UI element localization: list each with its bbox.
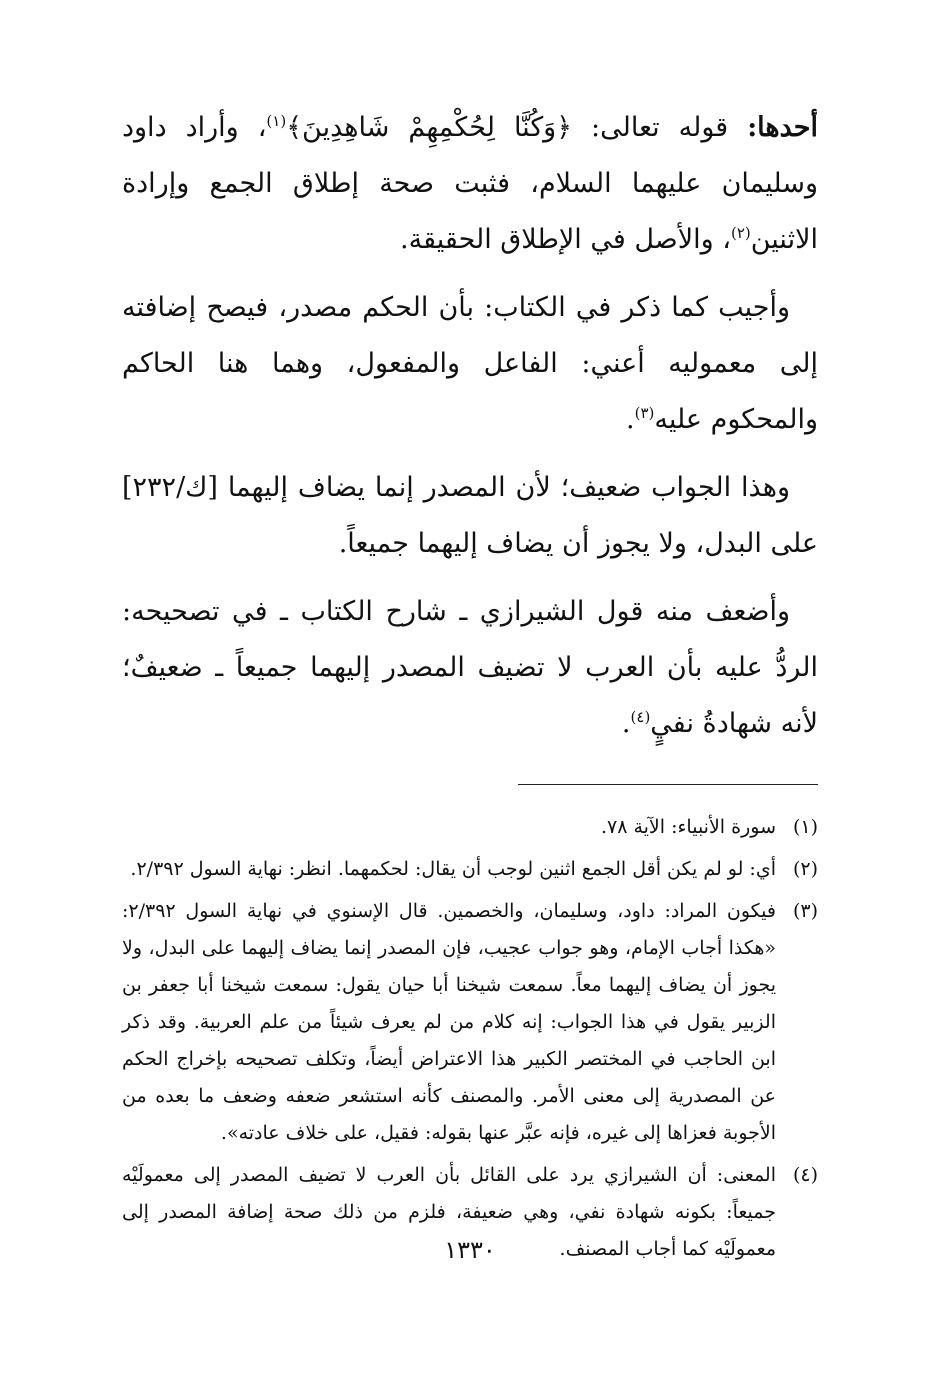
- footnotes-list: [122, 809, 818, 1268]
- footnote-ref-1[interactable]: (١): [266, 112, 287, 130]
- page-number: ١٣٣٠: [444, 1236, 496, 1264]
- footnote-number: (٢): [792, 858, 818, 880]
- footnote-number: (٤): [792, 1164, 818, 1186]
- paragraph-3: [122, 460, 818, 572]
- footnote-1: [122, 809, 818, 846]
- paragraph-text: قوله تعالى: ﴿وَكُنَّا لِحُكْمِهِمْ شَاهِدِينَ﴾: [286, 112, 748, 143]
- paragraph-text: ، والأصل في الإطلاق الحقيقة.: [400, 224, 731, 255]
- paragraph-4: [122, 584, 818, 752]
- paragraph-text: وأجيب كما ذكر في الكتاب: بأن الحكم مصدر، فيصح إضافته إلى معموليه أعني: الفاعل والمفعول، وهما هنا الحاكم والمحكوم عليه: [122, 292, 818, 435]
- footnote-separator: [518, 784, 818, 785]
- footnote-3: [122, 893, 818, 1152]
- footnote-ref-3[interactable]: (٣): [634, 404, 655, 422]
- paragraph-2: [122, 280, 818, 448]
- footnote-text: فيكون المراد: داود، وسليمان، والخصمين. قال الإسنوي في نهاية السول ٢/٣٩٢: «هكذا أجاب الإمام، وهو جواب عجيب، فإن المصدر إنما يضاف إليهما على البدل، ولا يجوز أن يضاف إليهما معاً. سمعت شيخنا أبا حيان يقول: سمعت شيخنا أبا جعفر بن الزبير يقول في هذا الجواب: إنه كلام من لم يعرف شيئاً من علم العربية. وقد ذكر ابن الحاجب في المختصر الكبير هذا الاعتراض أيضاً، وتكلف تصحيحه بإخراج الحكم عن المصدرية إلى معنى الأمر. والمصنف كأنه استشعر ضعفه وضعف ما بعده من الأجوبة فعزاها إلى غيره، فإنه عبَّر عنها بقوله: فقيل، على خلاف عادته».: [122, 900, 776, 1144]
- footnote-number: (١): [792, 816, 818, 838]
- footnote-text: سورة الأنبياء: الآية ٧٨.: [600, 816, 776, 838]
- footnote-2: [122, 851, 818, 888]
- footnote-ref-4[interactable]: (٤): [630, 708, 651, 726]
- paragraph-1: [122, 100, 818, 268]
- paragraph-text: .: [625, 404, 635, 435]
- footnote-ref-2[interactable]: (٢): [730, 224, 751, 242]
- paragraph-text: .: [621, 708, 631, 739]
- paragraph-text: وأضعف منه قول الشيرازي ـ شارح الكتاب ـ في تصحيحه: الردُّ عليه بأن العرب لا تضيف المصدر إليهما جميعاً ـ ضعيفٌ؛ لأنه شهادةُ نفيٍ: [122, 596, 818, 739]
- paragraph-text: وهذا الجواب ضعيف؛ لأن المصدر إنما يضاف إليهما [ك/٢٣٢] على البدل، ولا يجوز أن يضاف إليهما جميعاً.: [122, 472, 818, 559]
- footnote-text: أي: لو لم يكن أقل الجمع اثنين لوجب أن يقال: لحكمهما. انظر: نهاية السول ٢/٣٩٢.: [130, 858, 776, 880]
- paragraph-text: ، وأراد داود وسليمان عليهما السلام، فثبت صحة إطلاق الجمع وإرادة الاثنين: [122, 112, 818, 255]
- footnote-text: المعنى: أن الشيرازي يرد على القائل بأن العرب لا تضيف المصدر إلى معمولَيْه جميعاً: بكونه شهادة نفي، وهي ضعيفة، فلزم من ذلك صحة إضافة المصدر إلى معمولَيْه كما أجاب المصنف.: [122, 1164, 776, 1260]
- paragraph-lead: أحدها:: [747, 112, 818, 143]
- footnote-number: (٣): [792, 900, 818, 922]
